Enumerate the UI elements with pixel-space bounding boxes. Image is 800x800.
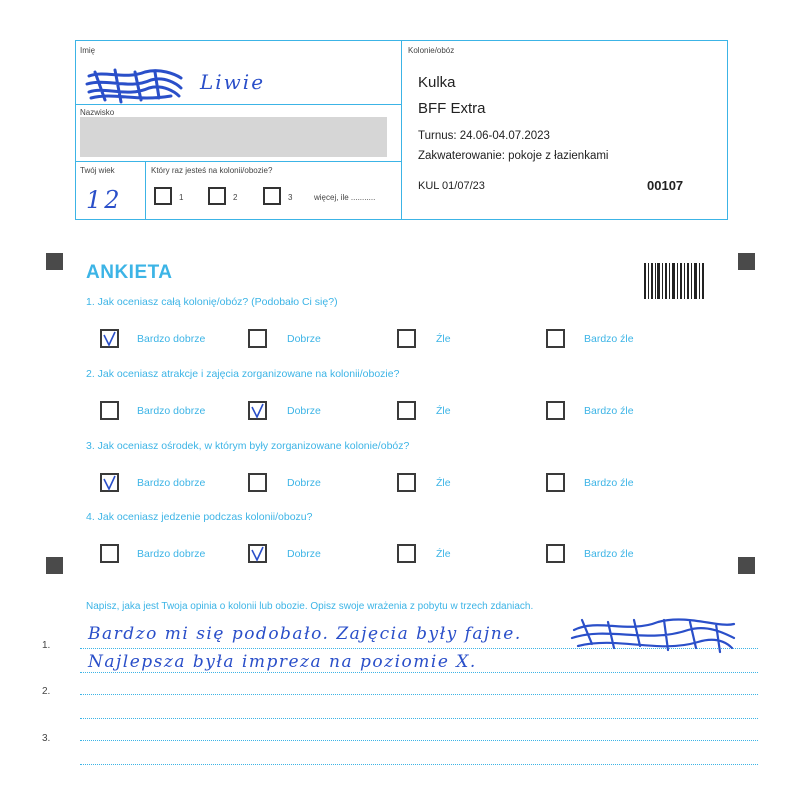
line-number-2: 2. [42,686,51,697]
line-number-1: 1. [42,640,51,651]
question-1-option-4-label: Bardzo źle [584,333,634,345]
check-mark-icon [100,473,121,494]
turnus: Turnus: 24.06-04.07.2023 [418,130,550,142]
question-2-option-2-label: Dobrze [287,405,321,417]
name-scribble [85,66,185,106]
times-option-3: 3 [288,193,293,202]
alignment-marker-top-left [46,253,63,270]
surname-redaction [80,117,387,157]
question-2-option-1-label: Bardzo dobrze [137,405,206,417]
question-1-checkbox-3[interactable] [397,329,416,348]
question-3-checkbox-1[interactable] [100,473,119,492]
question-4-text: 4. Jak oceniasz jedzenie podczas kolonii/obozu? [86,511,313,523]
question-4-checkbox-2[interactable] [248,544,267,563]
question-3-option-1-label: Bardzo dobrze [137,477,206,489]
answer-text-2[interactable]: Najlepsza była impreza na poziomie X. [88,652,477,672]
form-number: 00107 [647,178,684,193]
question-4-checkbox-1[interactable] [100,544,119,563]
question-1-option-1-label: Bardzo dobrze [137,333,206,345]
times-checkbox-2[interactable] [208,187,226,205]
camp-code: KUL 01/07/23 [418,180,485,192]
question-4-checkbox-4[interactable] [546,544,565,563]
question-1-option-3-label: Źle [436,333,451,345]
header-divider [401,40,402,220]
alignment-marker-bottom-right [738,557,755,574]
survey-title: ANKIETA [86,262,173,283]
camp-label: Kolonie/obóz [408,46,455,55]
question-3-option-2-label: Dobrze [287,477,321,489]
question-3-checkbox-3[interactable] [397,473,416,492]
answer-scribble [568,614,738,658]
times-checkbox-1[interactable] [154,187,172,205]
name-value: Liwie [200,70,266,94]
age-row-divider [75,161,401,162]
age-divider [145,161,146,220]
question-4-option-3-label: Źle [436,548,451,560]
age-value: 12 [86,186,123,214]
question-2-text: 2. Jak oceniasz atrakcje i zajęcia zorganizowane na kolonii/obozie? [86,368,400,380]
answer-line-3b [80,764,758,765]
times-label: Który raz jesteś na kolonii/obozie? [151,166,273,175]
times-checkbox-3[interactable] [263,187,281,205]
question-2-checkbox-1[interactable] [100,401,119,420]
camp-name: Kulka [418,74,456,91]
opinion-prompt: Napisz, jaka jest Twoja opinia o kolonii lub obozie. Opisz swoje wrażenia z pobytu w trzech zdaniach. [86,601,534,612]
accommodation: Zakwaterowanie: pokoje z łazienkami [418,150,609,162]
answer-line-1b [80,672,758,673]
question-1-checkbox-4[interactable] [546,329,565,348]
answer-text-1[interactable]: Bardzo mi się podobało. Zajęcia były fajne. [88,624,522,644]
question-4-option-2-label: Dobrze [287,548,321,560]
check-mark-icon [248,401,269,422]
alignment-marker-bottom-left [46,557,63,574]
question-1-text: 1. Jak oceniasz całą kolonię/obóz? (Podobało Ci się?) [86,296,338,308]
question-2-option-3-label: Źle [436,405,451,417]
answer-line-2b [80,718,758,719]
check-mark-icon [100,329,121,350]
barcode [644,263,704,299]
question-3-option-4-label: Bardzo źle [584,477,634,489]
question-3-text: 3. Jak oceniasz ośrodek, w którym były zorganizowane kolonie/obóz? [86,440,410,452]
question-3-checkbox-4[interactable] [546,473,565,492]
question-2-option-4-label: Bardzo źle [584,405,634,417]
question-4-checkbox-3[interactable] [397,544,416,563]
line-number-3: 3. [42,733,51,744]
age-label: Twój wiek [80,166,115,175]
question-3-option-3-label: Źle [436,477,451,489]
camp-program: BFF Extra [418,100,486,117]
question-4-option-4-label: Bardzo źle [584,548,634,560]
question-1-checkbox-1[interactable] [100,329,119,348]
times-option-2: 2 [233,193,238,202]
answer-line-2a [80,694,758,695]
alignment-marker-top-right [738,253,755,270]
question-2-checkbox-4[interactable] [546,401,565,420]
question-3-checkbox-2[interactable] [248,473,267,492]
times-more: więcej, ile ........... [314,193,376,202]
question-1-checkbox-2[interactable] [248,329,267,348]
answer-line-3a [80,740,758,741]
question-1-option-2-label: Dobrze [287,333,321,345]
name-label: Imię [80,46,96,55]
question-2-checkbox-3[interactable] [397,401,416,420]
question-2-checkbox-2[interactable] [248,401,267,420]
times-option-1: 1 [179,193,184,202]
question-4-option-1-label: Bardzo dobrze [137,548,206,560]
surname-label: Nazwisko [80,108,115,117]
check-mark-icon [248,544,269,565]
